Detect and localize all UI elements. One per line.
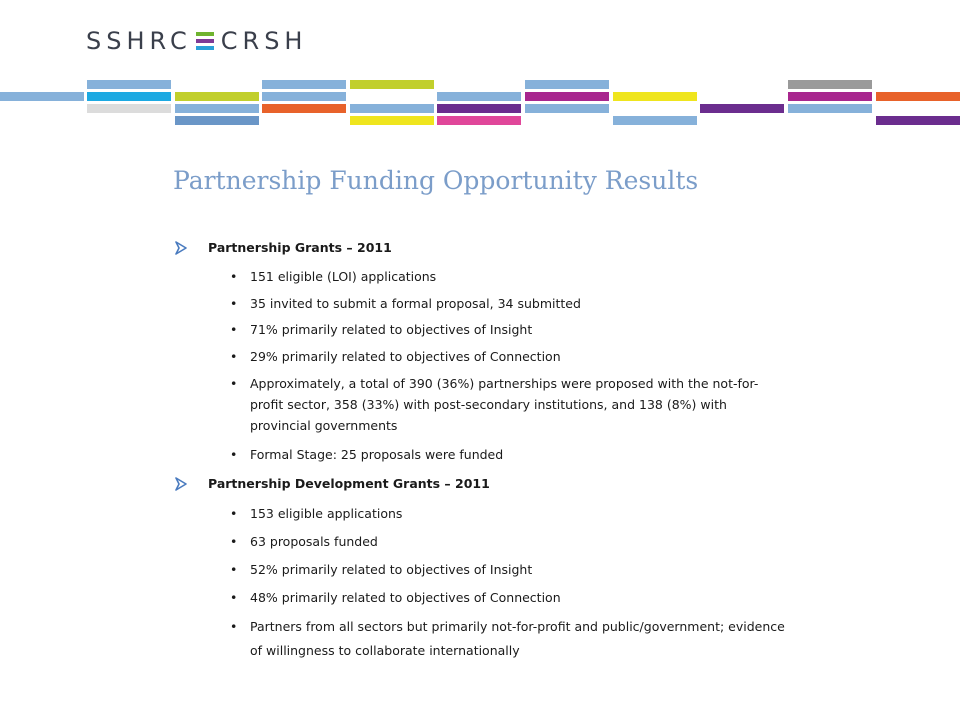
color-bar	[262, 92, 346, 101]
list-item	[230, 346, 790, 367]
list-item-text: 63 proposals funded	[250, 534, 378, 549]
list-item	[230, 319, 790, 340]
bullet-icon: •	[230, 269, 238, 284]
bullet-icon: •	[230, 349, 238, 364]
color-bar	[525, 92, 609, 101]
color-bar	[175, 116, 259, 125]
list-item	[230, 293, 790, 314]
color-bar	[175, 104, 259, 113]
bullet-icon: •	[230, 506, 238, 521]
list-item	[230, 503, 790, 524]
list-item-text: Approximately, a total of 390 (36%) partnerships were proposed with the not-for-profit sector, 358 (33%) with post-secondary institutions, and 138 (8%) with provincial governments	[250, 376, 759, 433]
color-bar	[525, 104, 609, 113]
list-item	[230, 559, 790, 580]
bullet-icon: •	[230, 562, 238, 577]
bullet-icon: •	[230, 296, 238, 311]
list-item-text: 48% primarily related to objectives of Connection	[250, 590, 561, 605]
color-bar	[175, 92, 259, 101]
logo-crsh: CRSH	[220, 27, 308, 55]
color-bar	[437, 92, 521, 101]
list-item-text: 35 invited to submit a formal proposal, 34 submitted	[250, 296, 581, 311]
color-bar	[0, 92, 84, 101]
color-bar	[437, 116, 521, 125]
arrow-bullet-icon	[174, 241, 188, 255]
list-item	[230, 444, 790, 465]
list-item-text: Formal Stage: 25 proposals were funded	[250, 447, 504, 462]
color-bar	[87, 104, 171, 113]
bullet-icon: •	[230, 447, 238, 462]
color-bar	[613, 116, 697, 125]
section-title: Partnership Grants – 2011	[208, 240, 392, 255]
page-title: Partnership Funding Opportunity Results	[173, 166, 699, 195]
color-bar	[87, 92, 171, 101]
bullet-icon: •	[230, 322, 238, 337]
color-bar	[350, 116, 434, 125]
color-bar	[525, 80, 609, 89]
color-bar	[700, 104, 784, 113]
list-item-text: 52% primarily related to objectives of Insight	[250, 562, 533, 577]
color-bar	[437, 104, 521, 113]
list-item	[230, 587, 790, 608]
bullet-icon: •	[230, 590, 238, 605]
color-bar	[876, 92, 960, 101]
color-bar	[262, 80, 346, 89]
color-bar	[262, 104, 346, 113]
bullet-icon: •	[230, 376, 238, 391]
color-bar	[788, 80, 872, 89]
color-bar	[613, 92, 697, 101]
section-heading-partnership-development-grants	[174, 476, 490, 491]
list-item-text: 71% primarily related to objectives of Insight	[250, 322, 533, 337]
color-bar	[350, 104, 434, 113]
list-item	[230, 615, 790, 663]
bullet-icon: •	[230, 619, 238, 634]
color-bar	[876, 116, 960, 125]
section-heading-partnership-grants	[174, 240, 392, 255]
list-item-text: Partners from all sectors but primarily not-for-profit and public/government; evidence of willingness to collaborate internationally	[250, 619, 785, 658]
logo-sshrc: SSHRC	[86, 27, 192, 55]
color-bar	[788, 104, 872, 113]
list-item-text: 153 eligible applications	[250, 506, 403, 521]
decorative-color-bars	[0, 0, 960, 130]
list-item	[230, 531, 790, 552]
arrow-bullet-icon	[174, 477, 188, 491]
list-item-text: 151 eligible (LOI) applications	[250, 269, 437, 284]
list-item-text: 29% primarily related to objectives of Connection	[250, 349, 561, 364]
list-item	[230, 373, 790, 436]
color-bar	[350, 80, 434, 89]
color-bar	[788, 92, 872, 101]
list-item	[230, 266, 790, 287]
color-bar	[87, 80, 171, 89]
section-title: Partnership Development Grants – 2011	[208, 476, 490, 491]
bullet-icon: •	[230, 534, 238, 549]
